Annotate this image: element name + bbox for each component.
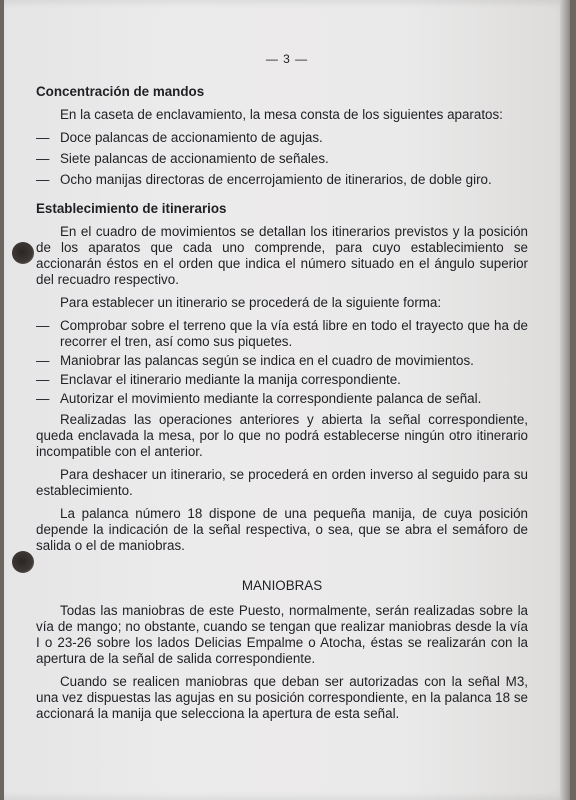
document-page (4, 0, 570, 800)
paragraph-establecimiento-4: Para deshacer un itinerario, se procederá en orden inverso al seguido para su establecimiento. (36, 467, 528, 498)
list-concentracion (36, 130, 528, 188)
dash-bullet: — (36, 391, 50, 406)
list-item-text: Enclavar el itinerario mediante la manija correspondiente. (60, 372, 401, 387)
list-item-text: Maniobrar las palancas según se indica en el cuadro de movimientos. (60, 353, 474, 368)
dash-bullet: — (36, 151, 50, 166)
list-item (36, 391, 528, 407)
list-item-text: Siete palancas de accionamiento de señales. (60, 151, 329, 166)
list-item (36, 318, 528, 350)
binder-hole-top (12, 242, 34, 264)
dash-bullet: — (36, 353, 50, 368)
paragraph-establecimiento-2: Para establecer un itinerario se procederá de la siguiente forma: (60, 295, 442, 310)
binder-hole-bottom (12, 551, 34, 573)
list-item-text: Autorizar el movimiento mediante la correspondiente palanca de señal. (60, 391, 482, 406)
paragraph-maniobras-2: Cuando se realicen maniobras que deban ser autorizadas con la señal M3, una vez dispuestas las agujas en su posición correspondiente, en la palanca 18 se accionará la manija que selecciona la apertura de esta señal. (36, 674, 528, 721)
list-item (36, 353, 528, 369)
page-content (36, 84, 528, 729)
list-item (36, 151, 528, 167)
page-edge-shadow (560, 0, 570, 800)
paragraph-establecimiento-1: En el cuadro de movimientos se detallan los itinerarios previstos y la posición de los aparatos que cada uno comprende, para cuyo establecimiento se accionarán éstos en el orden que indica el número situado en el ángulo superior del recuadro respectivo. (36, 224, 528, 287)
list-item-text: Ocho manijas directoras de encerrojamiento de itinerarios, de doble giro. (60, 172, 492, 187)
dash-bullet: — (36, 172, 50, 187)
dash-bullet: — (36, 318, 50, 333)
list-item-text: Comprobar sobre el terreno que la vía está libre en todo el trayecto que ha de recorrer el tren, así como sus piquetes. (60, 318, 528, 349)
paragraph-concentracion-intro: En la caseta de enclavamiento, la mesa consta de los siguientes aparatos: (60, 107, 503, 122)
paragraph-establecimiento-5: La palanca número 18 dispone de una pequeña manija, de cuya posición depende la indicación de la señal respectiva, o sea, que se abra el semáforo de salida o el de maniobras. (36, 506, 528, 553)
list-item (36, 372, 528, 388)
heading-concentracion: Concentración de mandos (36, 84, 205, 99)
page-number: — 3 — (265, 52, 309, 66)
dash-bullet: — (36, 130, 50, 145)
paragraph-establecimiento-3: Realizadas las operaciones anteriores y abierta la señal correspondiente, queda enclavada la mesa, por lo que no podrá establecerse ningún otro itinerario incompatible con el anterior. (36, 412, 528, 459)
list-establecimiento-steps (36, 318, 528, 407)
heading-maniobras: MANIOBRAS (241, 578, 323, 593)
list-item-text: Doce palancas de accionamiento de agujas. (60, 130, 323, 145)
heading-establecimiento: Establecimiento de itinerarios (36, 201, 227, 216)
list-item (36, 130, 528, 146)
list-item (36, 172, 528, 188)
dash-bullet: — (36, 372, 50, 387)
paragraph-maniobras-1: Todas las maniobras de este Puesto, normalmente, serán realizadas sobre la vía de mango; no obstante, cuando se tengan que realizar maniobras desde la vía I o 23-26 sobre los lados Delicias Empalme o Atocha, éstas se realizarán con la apertura de la señal de salida correspondiente. (36, 603, 528, 666)
